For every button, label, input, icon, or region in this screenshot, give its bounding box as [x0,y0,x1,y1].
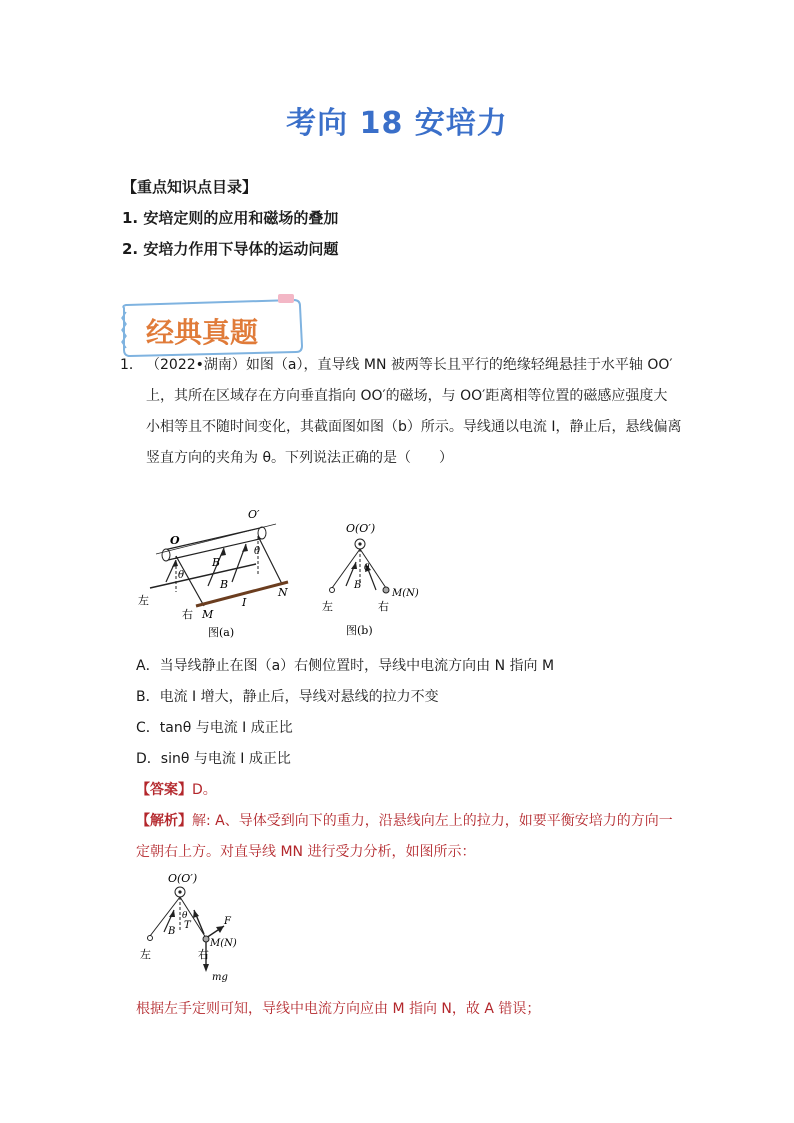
svg-text:O(O′): O(O′) [346,522,376,535]
option-d: D．sinθ 与电流 I 成正比 [136,751,291,767]
option-a: A．当导线静止在图（a）右侧位置时，导线中电流方向由 N 指向 M [136,658,555,674]
toc-heading: 【重点知识点目录】 [122,178,258,196]
svg-text:M(N): M(N) [392,588,419,599]
banner-text: 经典真题 [146,316,259,349]
toc-item-2: 2. 安培力作用下导体的运动问题 [122,240,339,258]
figure-b-caption: 图(b) [346,624,373,637]
figure-a [136,502,306,642]
analysis-conclusion: 根据左手定则可知，导线中电流方向应由 M 指向 N，故 A 错误； [136,1001,541,1017]
svg-text:左: 左 [138,594,149,607]
svg-text:F: F [224,916,231,927]
svg-text:B: B [212,556,221,569]
svg-text:θ: θ [182,911,188,921]
question-number: 1． [120,357,143,373]
figure-a-caption: 图(a) [208,626,235,639]
svg-text:T: T [184,920,191,931]
svg-text:θ: θ [364,563,370,573]
page-title: 考向 18 安培力 [286,106,508,141]
svg-text:I: I [242,596,247,609]
svg-text:M(N): M(N) [210,938,237,949]
toc-item-1: 1. 安培定则的应用和磁场的叠加 [122,209,339,227]
svg-text:右: 右 [198,948,209,961]
svg-text:N: N [278,586,288,599]
question-line-2: 上，其所在区域存在方向垂直指向 OO′的磁场，与 OO′距离相等位置的磁感应强度大 [146,388,668,404]
svg-text:左: 左 [322,600,333,613]
question-line-1: （2022•湖南）如图（a），直导线 MN 被两等长且平行的绝缘轻绳悬挂于水平轴 OO′ [146,357,673,373]
svg-text:右: 右 [378,600,389,613]
question-line-3: 小相等且不随时间变化，其截面图如图（b）所示。导线通以电流 I，静止后，悬线偏离 [146,419,682,435]
svg-text:θ: θ [254,546,261,557]
figure-b [316,518,419,640]
svg-text:B: B [220,578,229,591]
analysis-line-1: 【解析】解: A、导体受到向下的重力，沿悬线向左上的拉力，如要平衡安培力的方向一 [136,813,673,829]
svg-text:左: 左 [140,948,151,961]
answer [136,779,217,799]
svg-text:O′: O′ [248,508,260,521]
svg-text:O(O′): O(O′) [168,872,198,885]
question-line-4: 竖直方向的夹角为 θ。下列说法正确的是（ ） [146,450,454,466]
option-b: B．电流 I 增大，静止后，导线对悬线的拉力不变 [136,689,439,705]
svg-text:右: 右 [182,608,193,621]
analysis-line-2: 定朝右上方。对直导线 MN 进行受力分析，如图所示： [136,844,476,860]
svg-text:B: B [168,926,176,937]
svg-text:B: B [354,580,362,591]
answer-label: 【答案】 [136,782,192,798]
clip-icon [278,294,294,303]
option-c: C．tanθ 与电流 I 成正比 [136,720,293,736]
svg-text:θ: θ [178,570,185,581]
svg-text:M: M [202,608,214,621]
answer-value: D。 [192,782,217,798]
svg-text:O: O [170,534,180,547]
svg-text:mg: mg [212,972,228,983]
figure-c [138,868,258,988]
analysis-label: 【解析】 [136,813,192,829]
